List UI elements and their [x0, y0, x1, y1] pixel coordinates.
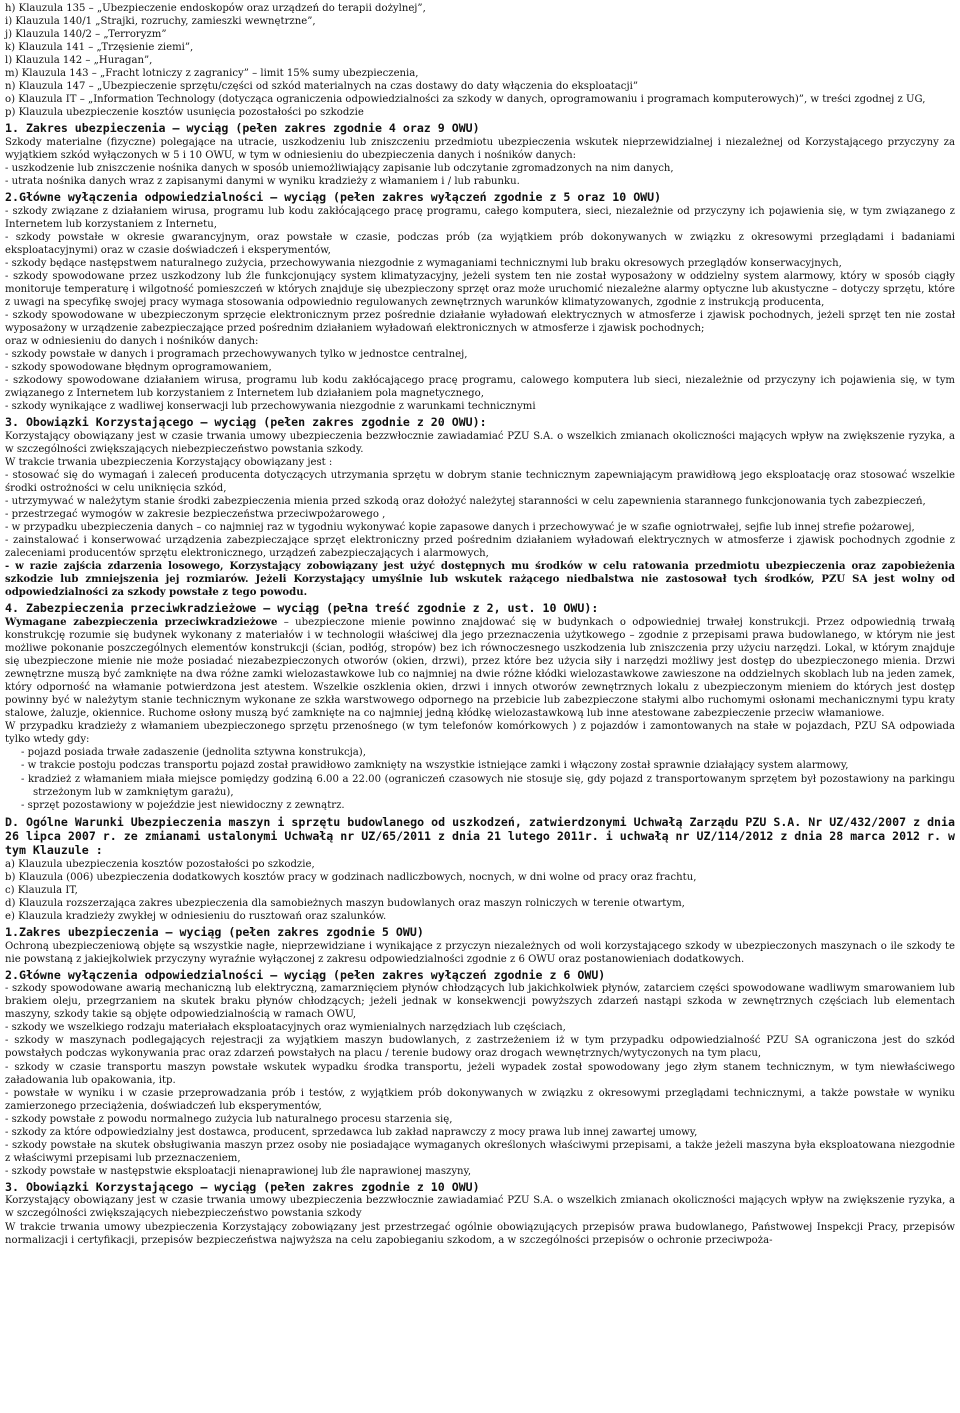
paragraph: W przypadku kradzieży z włamaniem ubezpieczonego sprzętu przenośnego (w tym telefonów komórkowych ) z pojazdów i zamontowanych na stałe w pojazdach, PZU SA odpowiada tylko wtedy gdy:: [5, 721, 955, 746]
paragraph: W trakcie trwania ubezpieczenia Korzystający obowiązany jest :: [5, 456, 333, 468]
paragraph: - szkody będące następstwem naturalnego zużycia, przechowywania niezgodnie z wymaganiami technicznymi lub braku okresowych przeglądów konserwacyjnych,: [5, 257, 842, 269]
clause-list-top: [5, 2, 955, 119]
paragraph: - utrata nośnika danych wraz z zapisanymi danymi w wyniku kradzieży z włamaniem i / lub rabunku.: [5, 176, 520, 188]
list-item: - kradzież z włamaniem miała miejsce pomiędzy godziną 6.00 a 22.00 (ograniczeń czasowych nie stosuje się, gdy pojazd z transportowanym sprzętem był pozostawiony na parkingu strzeżonym lub w zamkniętym garażu),: [21, 773, 955, 798]
clause-item: k) Klauzula 141 – „Trzęsienie ziemi”,: [5, 42, 194, 54]
paragraph: - szkody związane z działaniem wirusa, programu lub kodu zakłócającego pracę programu, całego komputera, sieci, niezależnie od przyczyny ich pojawienia się, w tym związanego z Internetem lub korzystaniem z Internetu,: [5, 205, 955, 230]
paragraph: W trakcie trwania umowy ubezpieczenia Korzystający zobowiązany jest przestrzegać ogólnie obowiązujących przepisów prawa budowlanego, Państwowej Inspekcji Pracy, przepisów normalizacji i certyfikacji, przepisów bezpieczeństwa najwyższa na celu zapobieganiu szkodom, a w szczególności przepisów o ochronie przeciwpoża-: [5, 1221, 955, 1246]
clause-item: i) Klauzula 140/1 „Strajki, rozruchy, zamieszki wewnętrzne”,: [5, 16, 316, 28]
section-scope: [5, 121, 955, 188]
clause-item: b) Klauzula (006) ubezpieczenia dodatkowych kosztów pracy w godzinach nadliczbowych, nocnych, w dni wolne od pracy oraz frachtu,: [5, 871, 697, 883]
paragraph: - szkody spowodowane przez uszkodzony lub źle funkcjonujący system klimatyzacyjny, jeżeli system ten nie został wyposażony w oddzielny system alarmowy, który w sposób ciągły monitoruje temperaturę i wilgotność pomieszczeń w których znajduje się ubezpieczony sprzęt oraz może uruchomić niezależne alarmy optyczne lub akustyczne – dotyczy sprzętu, które z uwagi na specyfikę swojej pracy wymaga stosowania odpowiednio regulowanych zewnętrznych warunków klimatyzowanych, zgodnie z instrukcją producenta,: [5, 270, 955, 308]
paragraph: - powstałe w wyniku i w czasie przeprowadzania prób i testów, z wyjątkiem prób dokonywanych w związku z okresowymi przeglądami technicznymi, a także powstałe w wyniku zamierzonego przeciążenia, doświadczeń lub eksperymentów,: [5, 1087, 955, 1112]
paragraph: Korzystający obowiązany jest w czasie trwania umowy ubezpieczenia bezzwłocznie zawiadamiać PZU S.A. o wszelkich zmianach okoliczności mających wpływ na zwiększenie ryzyka, a w szczególności zwiększających niebezpieczeństwo powstania szkody.: [5, 430, 955, 455]
paragraph: - szkody spowodowane w ubezpieczonym sprzęcie elektronicznym przez pośrednie działanie wyładowań elektrycznych w atmosferze i zjawisk pochodnych, jeżeli sprzęt ten nie został wyposażony w urządzenie zabezpieczające przed pośrednim działaniem wyładowań elektronicznych w atmosferze i zjawisk pochodnych;: [5, 309, 955, 335]
section-heading: 3. Obowiązki Korzystającego – wyciąg (pełen zakres zgodnie z 10 OWU): [5, 1179, 480, 1194]
bold-paragraph: - w razie zajścia zdarzenia losowego, Korzystający zobowiązany jest użyć dostępnych mu środków w celu ratowania przedmiotu ubezpieczenia oraz zapobieżenia szkodzie lub zmniejszenia jej rozmiarów. Jeżeli Korzystający umyślnie lub wskutek rażącego niedbalstwa nie zastosował tych środków, PZU SA jest wolny od odpowiedzialności za szkody powstałe z tego powodu.: [5, 561, 955, 599]
section-d-obligations: [5, 1180, 955, 1247]
paragraph: Korzystający obowiązany jest w czasie trwania umowy ubezpieczenia bezzwłocznie zawiadamiać PZU S.A. o wszelkich zmianach okoliczności mających wpływ na zwiększenie ryzyka, a w szczególności zwiększających niebezpieczeństwo powstania szkody: [5, 1195, 955, 1220]
paragraph: - szkody we wszelkiego rodzaju materiałach eksploatacyjnych oraz wymienialnych narzędziach lub częściach,: [5, 1022, 566, 1034]
paragraph: - uszkodzenie lub zniszczenie nośnika danych w sposób uniemożliwiający zapisanie lub odczytanie zgromadzonych na nim danych,: [5, 163, 674, 175]
paragraph: - szkody wynikające z wadliwej konserwacji lub przechowywania niezgodnie z warunkami technicznymi: [5, 401, 536, 413]
paragraph: Ochroną ubezpieczeniową objęte są wszystkie nagłe, nieprzewidziane i wynikające z przyczyn niezależnych od woli korzystającego szkody w ubezpieczonych maszynach o ile szkody te nie powstaną z jakiejkolwiek przyczyny wyraźnie wyłączonej z zakresu odpowiedzialności zgodnie z 6 OWU oraz postanowieniach dodatkowych.: [5, 940, 955, 965]
paragraph: - szkody powstałe w następstwie eksploatacji nienaprawionej lub źle naprawionej maszyny,: [5, 1165, 472, 1177]
section-heading: 3. Obowiązki Korzystającego – wyciąg (pełen zakres zgodnie z 20 OWU):: [5, 415, 487, 430]
paragraph: - szkody w czasie transportu maszyn powstałe wskutek wypadku środka transportu, jeżeli wypadek został spowodowany jego złym stanem technicznym, w tym niewłaściwego załadowania lub opakowania, itp.: [5, 1061, 955, 1086]
paragraph: [5, 616, 955, 720]
paragraph: - szkody za które odpowiedzialny jest dostawca, producent, sprzedawca lub zakład naprawczy z mocy prawa lub innej zawartej umowy,: [5, 1126, 698, 1138]
paragraph: - szkody powstałe w okresie gwarancyjnym, oraz powstałe w czasie, podczas prób (za wyjątkiem prób dokonywanych w związku z okresowymi przeglądami i badaniami eksploatacyjnymi) oraz w czasie doświadczeń i eksperymentów,: [5, 231, 955, 256]
clause-item: j) Klauzula 140/2 – „Terroryzm”: [5, 29, 167, 41]
section-obligations: [5, 415, 955, 599]
section-d: [5, 815, 955, 923]
lead-rest: – ubezpieczone mienie powinno znajdować się w budynkach o odpowiedniej trwałej konstrukcji. Przez odpowiednią trwałą konstrukcję rozumie się budynek wykonany z materiałów i w technologii właściwej dla jego przeznaczenia użytkowego – zgodnie z przepisami prawa budowlanego, w którym nie jest możliwe pokonanie poszczególnych elementów konstrukcji (ścian, podłóg, stropów) bez ich równoczesnego uszkodzenia lub zniszczenia przy użyciu narzędzi. Lokal, w którym znajduje się ubezpieczone mienie nie może posiadać niezabezpieczonych otworów (okien, drzwi), przez które bez użycia siły i narzędzi możliwy jest dostęp do ubezpieczonego mienia. Drzwi zewnętrzne muszą być zamknięte na dwa różne zamki wielozastawkowe lub co najmniej na dwie różne kłódki wielozastawkowe zawieszone na oddzielnych skoblach lub na jeden zamek, który odporność na włamanie potwierdzona jest atestem. Wszelkie oszklenia okien, drzwi i innych otworów zewnętrznych lokalu z ubezpieczonym mieniem do których jest dostęp powinny być w należytym stanie technicznym wykonane ze szkła warstwowego odpornego na przebicie lub zabezpieczone stałymi albo ruchomymi osłonami mechanicznymi typu kraty stalowe, żaluzje, okiennice. Ruchome osłony muszą być zamknięte na co najmniej jedną kłódkę wielozastawkową lub inne atestowane zabezpieczenie przeciw włamaniowe.: [5, 616, 955, 720]
section-exclusions: [5, 190, 955, 413]
paragraph: - stosować się do wymagań i zaleceń producenta dotyczących utrzymania sprzętu w dobrym stanie technicznym zapewniającym prawidłową jego eksploatację oraz stosować wszelkie środki ostrożności w celu uniknięcia szkód,: [5, 470, 955, 495]
paragraph: - zainstalować i konserwować urządzenia zabezpieczające sprzęt elektroniczny przed pośrednim działaniem wyładowań elektrycznych w atmosferze i zjawisk pochodnych zgodnie z zaleceniami producentów sprzętu elektronicznego, urządzeń zabezpieczających i alarmowych,: [5, 535, 955, 560]
clause-item: a) Klauzula ubezpieczenia kosztów pozostałości po szkodzie,: [5, 858, 315, 870]
section-heading: 2.Główne wyłączenia odpowiedzialności – wyciąg (pełen zakres wyłączeń zgodnie z 5 oraz 10 OWU): [5, 190, 662, 205]
section-heading: 4. Zabezpieczenia przeciwkradzieżowe – wyciąg (pełna treść zgodnie z 2, ust. 10 OWU):: [5, 601, 599, 616]
section-d-scope: [5, 925, 955, 966]
clause-item: h) Klauzula 135 – „Ubezpieczenie endoskopów oraz urządzeń do terapii dożylnej”,: [5, 3, 426, 14]
list-item: - sprzęt pozostawiony w pojeździe jest niewidoczny z zewnątrz.: [21, 799, 345, 811]
clause-item: e) Klauzula kradzieży zwykłej w odniesieniu do rusztowań oraz szalunków.: [5, 911, 387, 923]
clause-item: l) Klauzula 142 – „Huragan”,: [5, 55, 153, 67]
paragraph: oraz w odniesieniu do danych i nośników danych:: [5, 336, 259, 348]
clause-item: c) Klauzula IT,: [5, 884, 78, 896]
paragraph: - przestrzegać wymogów w zakresie bezpieczeństwa przeciwpożarowego ,: [5, 509, 386, 521]
section-d-exclusions: [5, 968, 955, 1178]
clause-item: m) Klauzula 143 – „Fracht lotniczy z zagranicy” – limit 15% sumy ubezpieczenia,: [5, 68, 419, 80]
section-heading: 1.Zakres ubezpieczenia – wyciąg (pełen zakres zgodnie 5 OWU): [5, 925, 424, 940]
lead-bold: Wymagane zabezpieczenia przeciwkradzieżowe: [5, 616, 278, 628]
paragraph: - szkody w maszynach podlegających rejestracji za wyjątkiem maszyn budowlanych, z zastrzeżeniem iż w tym przypadku odpowiedzialność PZU SA ograniczona jest do szkód powstałych podczas wykonywania prac oraz zdarzeń powstałych na placu / terenie budowy oraz drogach wewnętrznych/wytyczonych na tym placu,: [5, 1035, 955, 1060]
clause-item: o) Klauzula IT – „Information Technology (dotycząca ograniczenia odpowiedzialności za szkody w danych, oprogramowaniu i programach komputerowych)”, w treści zgodnej z UG,: [5, 94, 926, 106]
paragraph: - w przypadku ubezpieczenia danych – co najmniej raz w tygodniu wykonywać kopie zapasowe danych i przechowywać je w szafie ogniotrwałej, sejfie lub innej strefie pożarowej,: [5, 522, 915, 534]
paragraph: - szkody spowodowane błędnym oprogramowaniem,: [5, 362, 272, 374]
clause-item: p) Klauzula ubezpieczenie kosztów usunięcia pozostałości po szkodzie: [5, 107, 364, 119]
paragraph: Szkody materialne (fizyczne) polegające na utracie, uszkodzeniu lub zniszczeniu przedmiotu ubezpieczenia wskutek nieprzewidzialnej i niezależnej od Korzystającego przyczyny za wyjątkiem szkód wyłączonych w 5 i 10 OWU, w tym w odniesieniu do ubezpieczenia danych i nośników danych:: [5, 136, 955, 161]
section-theft-protection: [5, 601, 955, 811]
paragraph: - szkody powstałe z powodu normalnego zużycia lub naturalnego procesu starzenia się,: [5, 1113, 453, 1125]
clause-item: n) Klauzula 147 – „Ubezpieczenie sprzętu/części od szkód materialnych na czas dostawy do daty włączenia do eksploatacji”: [5, 81, 638, 93]
list-item: - pojazd posiada trwałe zadaszenie (jednolita sztywna konstrukcja),: [21, 747, 366, 759]
paragraph: - szkody powstałe na skutek obsługiwania maszyn przez osoby nie posiadające wymaganych określonych właściwymi przepisami, a także jeżeli maszyna była eksploatowana niezgodnie z właściwymi przepisami lub przeznaczeniem,: [5, 1139, 955, 1164]
paragraph: - szkody spowodowane awarią mechaniczną lub elektryczną, zamarznięciem płynów chłodzących lub jakichkolwiek płynów, zatarciem części spowodowane wadliwym smarowaniem lub brakiem oleju, przegrzaniem na skutek braku płynów chłodzących; jeżeli jednak w konsekwencji powyższych zdarzeń nastąpi szkoda w zewnętrznych częściach lub elementach maszyny, szkody takie są objęte odpowiedzialnością w ramach OWU,: [5, 983, 955, 1021]
list-item: - w trakcie postoju podczas transportu pojazd został prawidłowo zamknięty na wszystkie istniejące zamki i włączony został sprawnie działający system alarmowy,: [21, 760, 849, 772]
paragraph: - szkody powstałe w danych i programach przechowywanych tylko w jednostce centralnej,: [5, 349, 468, 361]
paragraph: - szkodowy spowodowane działaniem wirusa, programu lub kodu zakłócającego pracę programu, calowego komputera lub sieci, niezależnie od przyczyny ich pojawienia się, w tym związanego z Internetem lub korzystaniem z Internetem lub działaniem pola magnetycznego,: [5, 375, 955, 400]
section-heading: D. Ogólne Warunki Ubezpieczenia maszyn i sprzętu budowlanego od uszkodzeń, zatwierdzonymi Uchwałą Zarządu PZU S.A. Nr UZ/432/2007 z dnia 26 lipca 2007 r. ze zmianami ustalonymi Uchwałą nr UZ/65/2011 z dnia 21 lutego 2011r. i uchwałą nr UZ/114/2012 z dnia 28 marca 2012 r. w tym Klauzule :: [5, 814, 955, 858]
clause-item: d) Klauzula rozszerzająca zakres ubezpieczenia dla samobieżnych maszyn budowlanych oraz maszyn rolniczych w terenie otwartym,: [5, 898, 685, 910]
section-heading: 2.Główne wyłączenia odpowiedzialności – wyciąg (pełen zakres wyłączeń zgodnie z 6 OWU): [5, 967, 606, 982]
paragraph: - utrzymywać w należytym stanie środki zabezpieczenia mienia przed szkodą oraz dołożyć należytej staranności w celu zapewnienia starannego funkcjonowania tych zabezpieczeń,: [5, 496, 926, 508]
section-heading: 1. Zakres ubezpieczenia – wyciąg (pełen zakres zgodnie 4 oraz 9 OWU): [5, 121, 480, 136]
